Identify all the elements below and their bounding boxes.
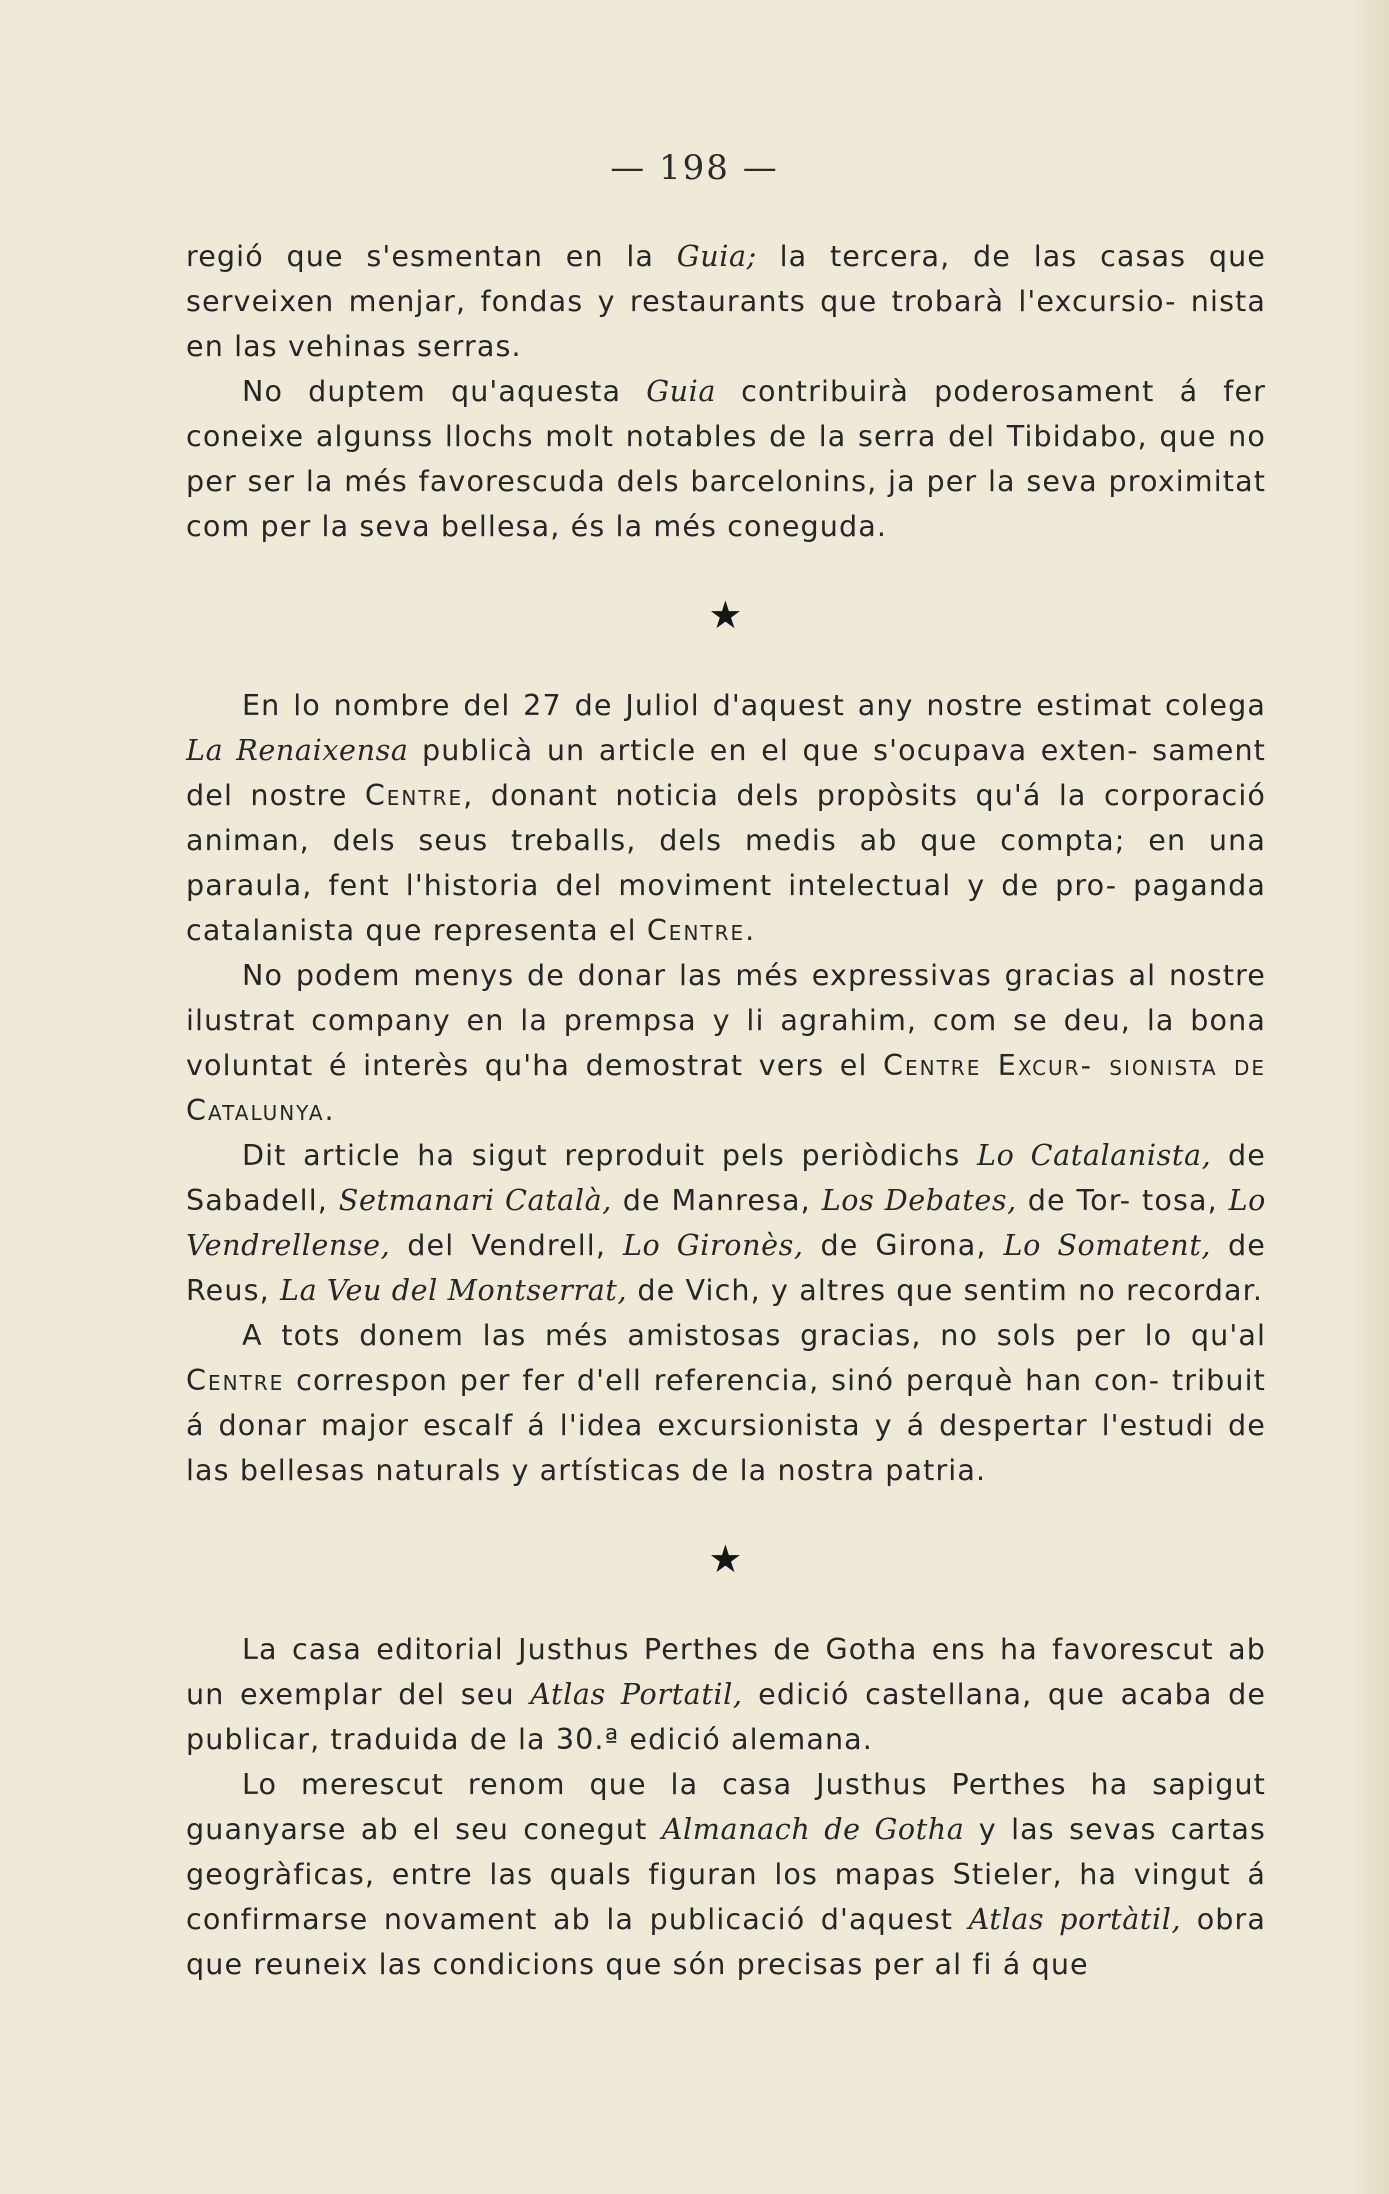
- centre-name: Centre: [364, 778, 464, 812]
- text-run: .: [324, 1093, 335, 1127]
- paragraph-perthes-atlas: [186, 1627, 1266, 1762]
- paragraph-guia-tibidabo: [186, 369, 1266, 549]
- star-ornament: ★: [708, 1537, 744, 1581]
- title-lo-vendrellense: Lo Vendrellense,: [186, 1183, 1266, 1262]
- paragraph-amistosas-gracias: [186, 1313, 1266, 1493]
- paragraph-periodichs: [186, 1133, 1266, 1313]
- text-run: publicà un article en el que s'ocupava exten- sament del nostre: [186, 733, 1266, 812]
- text-run: No duptem qu'aquesta: [242, 374, 647, 408]
- text-run: No podem menys de donar las més expressivas gracias al nostre ilustrat company en la prempsa y li agrahim, com se deu, la bona voluntat é interès qu'ha demostrat vers el: [186, 958, 1266, 1082]
- text-run: de Sabadell,: [186, 1138, 1267, 1217]
- text-run: , donant noticia dels propòsits qu'á la corporació animan, dels seus treballs, dels medis ab que compta; en una paraula, fent l'historia del moviment intelectual y de pro- paganda catalanista que representa el: [186, 778, 1266, 947]
- title-setmanari-catala: Setmanari Català,: [338, 1183, 612, 1217]
- text-run: Dit article ha sigut reproduit pels periòdichs: [242, 1138, 978, 1172]
- text-run: .: [745, 913, 756, 947]
- paragraph-renaixensa: [186, 683, 1266, 953]
- text-run: contribuirà poderosament á fer coneixe algunss llochs molt notables de la serra del Tibidabo, que no per ser la més favorescuda dels barcelonins, ja per la seva proximitat com per la seva bellesa, és la més coneguda.: [186, 374, 1266, 543]
- paragraph-guia-continuation: [186, 234, 1266, 369]
- page-edge-shadow: [1349, 0, 1389, 2194]
- text-run: la tercera, de las casas que serveixen menjar, fondas y restaurants que trobarà l'excursio- nista en las vehinas serras.: [186, 239, 1267, 363]
- page-number: — 198 —: [610, 148, 779, 188]
- centre-name: Centre: [186, 1363, 285, 1397]
- paragraph-perthes-renom: [186, 1762, 1266, 1987]
- text-run: y las sevas cartas geogràficas, entre las quals figuran los mapas Stieler, ha vingut á confirmarse novament ab la publicació d'aquest: [186, 1812, 1266, 1936]
- body-text: [186, 234, 1266, 1987]
- title-atlas-portatil: Atlas portàtil,: [968, 1902, 1182, 1936]
- title-la-veu-del-montserrat: La Veu del Montserrat,: [279, 1273, 628, 1307]
- title-lo-catalanista: Lo Catalanista,: [977, 1138, 1212, 1172]
- title-la-renaixensa: La Renaixensa: [186, 733, 409, 767]
- text-run: correspon per fer d'ell referencia, sinó perquè han con- tribuit á donar major escalf á l'idea excursionista y á despertar l'estudi de las bellesas naturals y artísticas de la nostra patria.: [186, 1363, 1266, 1487]
- text-run: de Girona,: [803, 1228, 1004, 1262]
- text-run: de Vich, y altres que sentim no recordar.: [627, 1273, 1264, 1307]
- text-run: del Vendrell,: [390, 1228, 623, 1262]
- text-run: La casa editorial Justhus Perthes de Gotha ens ha favorescut ab un exemplar del seu: [186, 1632, 1266, 1711]
- title-atlas-portatil: Atlas Portatil,: [530, 1677, 743, 1711]
- text-run: edició castellana, que acaba de publicar, traduida de la 30.ª edició alemana.: [186, 1677, 1267, 1756]
- paragraph-gracias: [186, 953, 1266, 1133]
- text-run: de Tor- tosa,: [1016, 1183, 1229, 1217]
- text-run: A tots donem las més amistosas gracias, no sols per lo qu'al: [242, 1318, 1266, 1352]
- title-lo-girones: Lo Gironès,: [622, 1228, 804, 1262]
- text-run: regió que s'esmentan en la: [186, 239, 677, 273]
- text-run: de Manresa,: [611, 1183, 822, 1217]
- centre-excursionista-name: Centre Excur- sionista de Catalunya: [186, 1048, 1266, 1127]
- title-guia: Guia;: [676, 239, 757, 273]
- centre-name: Centre: [646, 913, 746, 947]
- title-guia: Guia: [646, 374, 717, 408]
- title-almanach-de-gotha: Almanach de Gotha: [661, 1812, 965, 1846]
- title-lo-somatent: Lo Somatent,: [1003, 1228, 1212, 1262]
- text-run: obra que reuneix las condicions que són precisas per al fi á que: [186, 1902, 1267, 1981]
- text-run: En lo nombre del 27 de Juliol d'aquest any nostre estimat colega: [242, 688, 1266, 722]
- title-los-debates: Los Debates,: [821, 1183, 1017, 1217]
- text-run: de Reus,: [186, 1228, 1266, 1307]
- star-ornament: ★: [708, 593, 744, 637]
- text-run: Lo merescut renom que la casa Justhus Perthes ha sapigut guanyarse ab el seu conegut: [186, 1767, 1266, 1846]
